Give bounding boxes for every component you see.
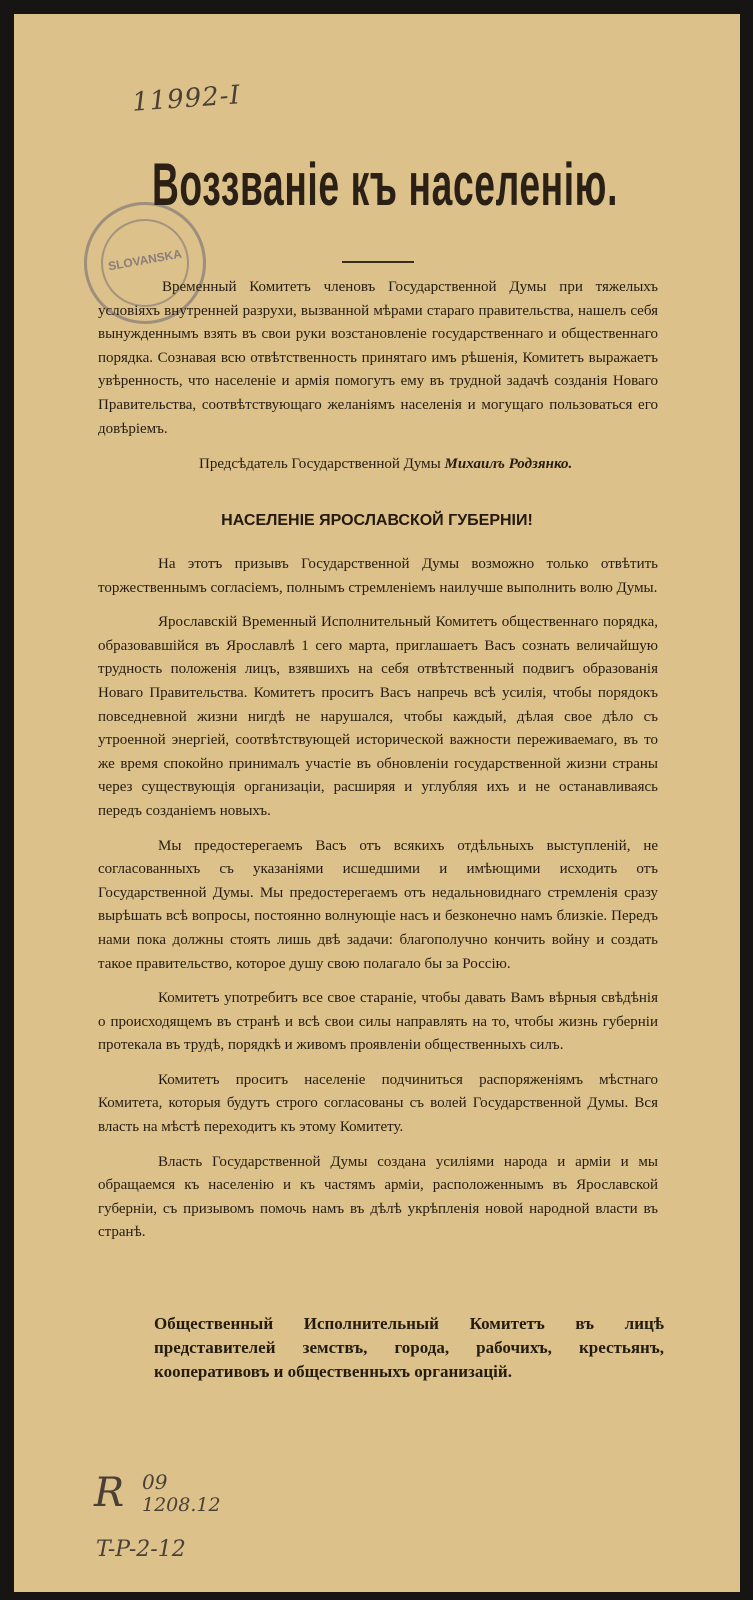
shelf-mark-letter: R: [94, 1470, 125, 1516]
body-paragraph: Комитетъ употребитъ все свое старанiе, чтобы давать Вамъ вѣрныя свѣдѣнія о происходящемъ въ странѣ и всѣ свои силы направлять на то, чтобы жизнь губерніи протекала въ трудѣ, порядкѣ и живомъ проявленіи общественныхъ силъ.: [98, 990, 658, 1054]
document-title: Воззваніе къ населенію.: [151, 151, 619, 218]
body-paragraph: Мы предостерегаемъ Васъ отъ всякихъ отдѣльныхъ выступленій, не согласованныхъ съ указаніями исшедшими и имѣющими исходить отъ Государственной Думы. Мы предостерегаемъ отъ недальновиднаго стремленія сразу вырѣшать всѣ вопросы, постоянно волнующіе насъ и безконечно намъ близкіе. Передъ нами пока должны стоять лишь двѣ задачи: благополучно кончить войну и создать такое правительство, которое душу свою полагало бы за Россію.: [98, 837, 658, 972]
body-paragraph: На этотъ призывъ Государственной Думы возможно только отвѣтить торжественнымъ согласіемъ, полнымъ стремленіемъ наилучше выполнить волю Думы.: [98, 556, 658, 596]
body-paragraph: Власть Государственной Думы создана усиліями народа и арміи и мы обращаемся къ населенію и къ частямъ арміи, расположеннымъ въ Ярославской губерніи, съ призывомъ помочь намъ въ дѣлѣ укрѣпленія новой народной власти въ странѣ.: [98, 1153, 658, 1241]
signature-line: [199, 456, 572, 473]
signature-name: Михаилъ Родзянко.: [444, 456, 573, 472]
shelf-mark-middle: 1208.12: [142, 1494, 221, 1516]
shelf-mark-top: 09: [142, 1470, 168, 1494]
document-page: [14, 14, 740, 1592]
stamp-text: SLOVANSKA: [107, 246, 183, 274]
handwritten-archive-number: 11992-I: [131, 80, 242, 118]
section-heading: НАСЕЛЕНІЕ ЯРОСЛАВСКОЙ ГУБЕРНІИ!: [221, 512, 533, 529]
shelf-mark-bottom: T-P-2-12: [96, 1537, 186, 1562]
signature-position: Предсѣдатель Государственной Думы: [199, 456, 441, 472]
committee-appeal-body: [98, 553, 658, 1256]
body-paragraph: Ярославскій Временный Исполнительный Комитетъ общественнаго порядка, образовавшійся въ Ярославлѣ 1 сего марта, приглашаетъ Васъ сознать величайшую трудность положенія лицъ, взявшихъ на себя отвѣтственный подвигъ образованія Новаго Правительства. Комитетъ проситъ Васъ напречь всѣ усилія, чтобы порядокъ повседневной жизни нигдѣ не нарушался, чтобы каждый, дѣлая свое дѣло съ утроенной энергіей, соотвѣтствующей исторической важности переживаемаго, въ то же время спокойно принималъ участіе въ обновленіи государственной жизни страны через существующія организаціи, расширяя и углубляя ихъ и не останавливаясь передъ созданіемъ новыхъ.: [98, 614, 658, 819]
body-paragraph: Комитетъ проситъ населеніе подчиниться распоряженіямъ мѣстнаго Комитета, которыя будутъ строго согласованы съ волей Государственной Думы. Вся власть на мѣстѣ переходитъ къ этому Комитету.: [98, 1071, 658, 1136]
duma-appeal-paragraph: Временный Комитетъ членовъ Государственной Думы при тяжелыхъ условіяхъ внутренней разрухи, вызванной мѣрами стараго правительства, нашелъ себя вынужденнымъ взять въ свои руки возстановленіе государственнаго и общественнаго порядка. Сознавая всю отвѣтственность принятаго имъ рѣшенія, Комитетъ выражаетъ увѣренность, что населеніе и армія помогутъ ему въ трудной задачѣ созданія Новаго Правительства, соотвѣтствующаго желаніямъ населенія и могущаго пользоваться его довѣріемъ.: [98, 279, 658, 437]
committee-signature: Общественный Исполнительный Комитетъ въ лицѣ представителей земствъ, города, рабочихъ, крестьянъ, кооперативовъ и общественныхъ организацій.: [154, 1314, 664, 1381]
title-divider: [342, 261, 414, 263]
